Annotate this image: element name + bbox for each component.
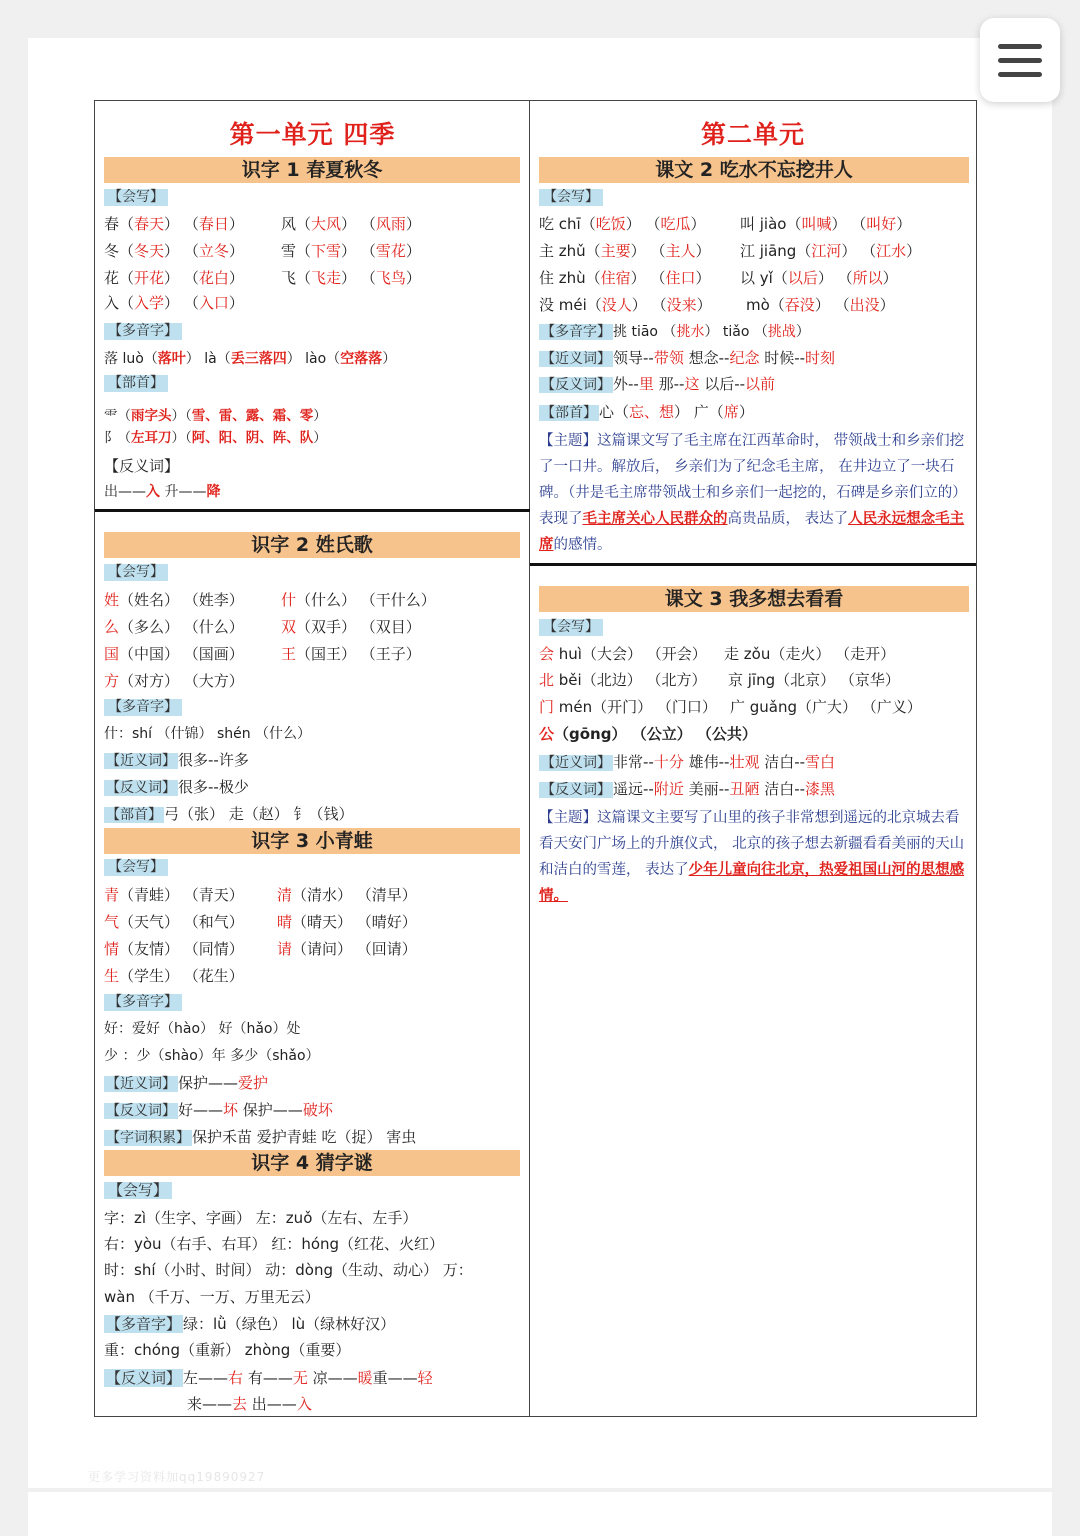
notes-table	[94, 100, 977, 1417]
l1-write-row: 春（春天） （春日）	[104, 215, 244, 233]
t3-write-row: 门 mén（开门） （门口）	[539, 698, 717, 716]
tag-write: 【会写】	[539, 189, 603, 206]
l1-radical-1: ⻗（雨字头）（雪、雷、露、霜、零）	[104, 408, 327, 424]
page-bottom-strip	[28, 1492, 1052, 1536]
tag-write: 【会写】	[104, 1182, 172, 1199]
t2-antonym: 【反义词】 外--里 那--这 以后--以前	[541, 375, 776, 393]
watermark: 更多学习资料加qq19890927	[88, 1470, 266, 1484]
l2-write-row: 双（双手） （双目）	[281, 618, 421, 636]
t3-polyphone: 公（gōng） （公立） （公共）	[539, 725, 757, 743]
l2-radical: 【部首】 弓（张） 走（赵） 钅（钱）	[106, 805, 354, 823]
l4-antonym-1: 【反义词】 左——右 有——无 凉——暖重——轻	[106, 1369, 433, 1387]
l3-write-row: 生（学生） （花生）	[104, 967, 244, 985]
l4-line: 时：shí（小时、时间） 动：dòng（生动、动心） 万：	[104, 1261, 473, 1279]
l1-write-row: 风（大风） （风雨）	[281, 215, 421, 233]
t2-radical: 【部首】 心（忘、想） 广（席）	[541, 403, 754, 421]
text-3-title: 课文 3 我多想去看看	[539, 586, 969, 612]
l4-polyphone-2: 重：chóng（重新） zhòng（重要）	[104, 1341, 351, 1359]
l4-line: 字：zì（生字、字画） 左：zuǒ（左右、左手）	[104, 1209, 418, 1227]
unit-2-title: 第二单元	[700, 120, 805, 149]
t2-synonym: 【近义词】 领导--带领 想念--纪念 时候--时刻	[541, 349, 836, 367]
l1-write-row: 入（入学） （入口）	[104, 294, 244, 312]
lesson-4-title: 识字 4 猜字谜	[104, 1150, 520, 1176]
l1-antonym: 出——入 升——降	[104, 484, 221, 500]
l2-write-row: 什（什么） （干什么）	[281, 591, 436, 609]
tag-write: 【会写】	[539, 619, 603, 636]
t3-write-row: 会 huì（大会） （开会）	[539, 645, 707, 663]
tag-polyphone: 【多音字】	[104, 994, 182, 1011]
t3-antonym: 【反义词】 遥远--附近 美丽--丑陋 洁白--漆黑	[541, 780, 836, 798]
l3-write-row: 青（青蛙） （青天）	[104, 886, 244, 904]
l3-write-row: 晴（晴天） （晴好）	[277, 913, 417, 931]
l3-word-bank: 【字词积累】 保护禾苗 爱护青蛙 吃（捉） 害虫	[106, 1128, 417, 1146]
tag-antonym: 【反义词】	[104, 457, 180, 475]
section-divider	[95, 509, 530, 512]
hamburger-menu-icon	[998, 44, 1042, 49]
t2-write-row: 住 zhù（住宿） （住口）	[539, 269, 711, 287]
lesson-1-title: 识字 1 春夏秋冬	[104, 157, 520, 183]
t3-write-row: 走 zǒu（走火） （走开）	[724, 645, 896, 663]
t2-write-row: 吃 chī（吃饭） （吃瓜）	[539, 215, 706, 233]
unit-1-title: 第一单元 四季	[229, 120, 396, 149]
tag-polyphone: 【多音字】	[104, 323, 182, 340]
l2-antonym: 【反义词】 很多--极少	[106, 778, 249, 796]
l4-polyphone-1: 【多音字】 绿：lǜ（绿色） lù（绿林好汉）	[106, 1315, 396, 1333]
t3-theme: 【主题】这篇课文主要写了山里的孩子非常想到遥远的北京城去看看天安门广场上的升旗仪式， 北京的孩子想去新疆看看美丽的天山和洁白的雪莲， 表达了少年儿童向往北京，热爱祖国山河的思想感情。	[539, 810, 965, 904]
t2-write-row: 以 yǐ（以后） （所以）	[740, 269, 898, 287]
l3-synonym: 【近义词】 保护——爱护	[106, 1074, 269, 1092]
text-2-title: 课文 2 吃水不忘挖井人	[539, 157, 969, 183]
t2-write-row: 叫 jiào（叫喊） （叫好）	[740, 215, 912, 233]
left-column	[95, 101, 530, 1416]
l2-write-row: 么（多么） （什么）	[104, 618, 244, 636]
l4-line: 右：yòu（右手、右耳） 红：hóng（红花、火红）	[104, 1235, 445, 1253]
l1-write-row: 雪（下雪） （雪花）	[281, 242, 421, 260]
l2-write-row: 国（中国） （国画）	[104, 645, 244, 663]
lesson-3-title: 识字 3 小青蛙	[104, 828, 520, 854]
l2-synonym: 【近义词】 很多--许多	[106, 751, 249, 769]
t2-polyphone: 【多音字】 挑 tiāo （挑水） tiǎo （挑战）	[541, 324, 810, 340]
section-divider	[530, 563, 976, 566]
l3-antonym: 【反义词】 好——坏 保护——破坏	[106, 1101, 333, 1119]
tag-polyphone: 【多音字】	[104, 699, 182, 716]
l3-write-row: 请（请问） （回请）	[277, 940, 417, 958]
l4-antonym-2: 来——去 出——入	[187, 1395, 312, 1413]
l3-write-row: 气（天气） （和气）	[104, 913, 244, 931]
l1-radical-2: 阝（左耳刀）（阿、阳、阴、阵、队）	[104, 430, 327, 446]
right-column	[530, 101, 976, 1416]
t3-write-row: 北 běi（北边） （北方）	[539, 671, 707, 689]
tag-write: 【会写】	[104, 859, 168, 876]
tag-write: 【会写】	[104, 189, 168, 206]
l3-write-row: 情（友情） （同情）	[104, 940, 244, 958]
l4-line: wàn （千万、一万、万里无云）	[104, 1288, 320, 1306]
tag-write: 【会写】	[104, 564, 168, 581]
t2-write-row: 没 méi（没人） （没来）	[539, 296, 712, 314]
l2-write-row: 姓（姓名） （姓李）	[104, 591, 244, 609]
l3-polyphone-1: 好：爱好（hào） 好（hǎo）处	[104, 1021, 301, 1037]
t3-synonym: 【近义词】 非常--十分 雄伟--壮观 洁白--雪白	[541, 753, 836, 771]
l2-write-row: 方（对方） （大方）	[104, 672, 244, 690]
l3-polyphone-2: 少 ：少（shào）年 多少（shǎo）	[104, 1048, 320, 1064]
l1-write-row: 花（开花） （花白）	[104, 269, 244, 287]
lesson-2-title: 识字 2 姓氏歌	[104, 532, 520, 558]
l2-polyphone: 什：shí （什锦） shén （什么）	[104, 726, 312, 742]
hamburger-menu-button[interactable]	[980, 18, 1060, 102]
t3-write-row: 京 jīng（北京） （京华）	[728, 671, 900, 689]
l1-write-row: 冬（冬天） （立冬）	[104, 242, 244, 260]
l2-write-row: 王（国王） （王子）	[281, 645, 421, 663]
l1-polyphone: 落 luò（落叶） là（丢三落四） lào（空落落）	[104, 351, 397, 367]
l3-write-row: 清（清水） （清早）	[277, 886, 417, 904]
tag-radical: 【部首】	[104, 375, 168, 392]
t2-write-row: 江 jiāng（江河） （江水）	[740, 242, 922, 260]
t3-write-row: 广 guǎng（广大） （广义）	[730, 698, 922, 716]
t2-theme: 【主题】这篇课文写了毛主席在江西革命时， 带领战士和乡亲们挖了一口井。解放后， 乡亲们为了纪念毛主席， 在井边立了一块石碑。（井是毛主席带领战士和乡亲们一起挖的，石碑是乡亲们立的） 表现了毛主席关心人民群众的高贵品质， 表达了人民永远想念毛主席的感情。	[539, 433, 967, 553]
t2-write-row: mò（吞没） （出没）	[746, 296, 895, 314]
t2-write-row: 主 zhǔ（主要） （主人）	[539, 242, 711, 260]
l1-write-row: 飞（飞走） （飞鸟）	[281, 269, 421, 287]
